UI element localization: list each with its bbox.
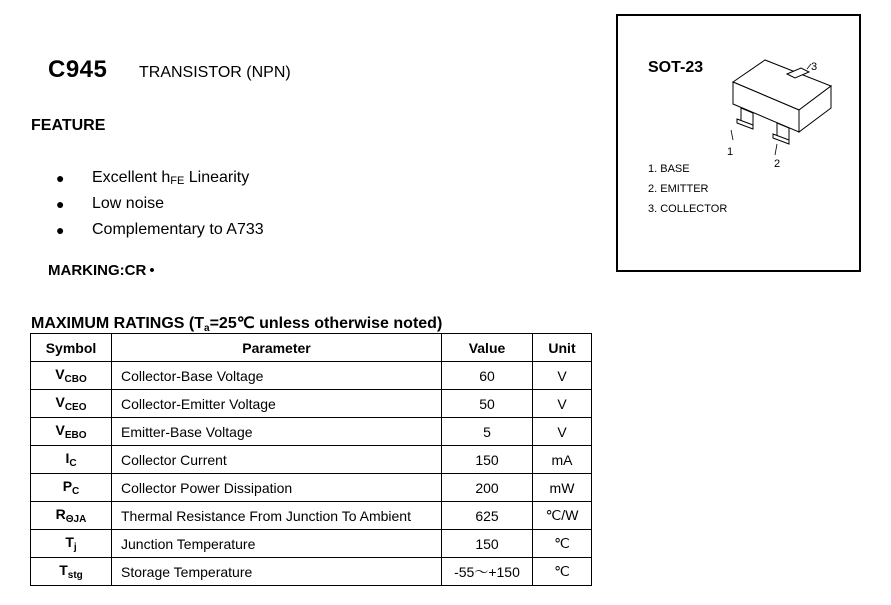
- marking-dot-icon: •: [149, 262, 155, 279]
- unit-cell: V: [533, 362, 592, 390]
- symbol-cell: $R_{\Theta JA}$: [31, 502, 112, 530]
- symbol-cell: $T_j$: [31, 530, 112, 558]
- feature-heading: FEATURE: [31, 117, 106, 134]
- unit-cell: ℃: [533, 530, 592, 558]
- bullet-icon: ●: [56, 222, 65, 238]
- value-cell: 200: [442, 474, 533, 502]
- value-cell: 625: [442, 502, 533, 530]
- feature-text-sub: FE: [170, 175, 185, 187]
- table-row: [31, 362, 592, 390]
- value-cell: 150: [442, 530, 533, 558]
- ratings-heading-prefix: MAXIMUM RATINGS (T: [31, 315, 205, 332]
- feature-item: [54, 167, 264, 193]
- parameter-cell: Collector Current: [112, 446, 442, 474]
- parameter-cell: Storage Temperature: [112, 558, 442, 586]
- value-cell: 150: [442, 446, 533, 474]
- bullet-icon: ●: [56, 170, 65, 186]
- parameter-cell: Junction Temperature: [112, 530, 442, 558]
- marking: [48, 262, 155, 279]
- table-row: [31, 390, 592, 418]
- pin-item-emitter: 2. EMITTER: [648, 183, 709, 195]
- symbol-cell: $T_{stg}$: [31, 558, 112, 586]
- column-header-parameter: Parameter: [112, 334, 442, 362]
- parameter-cell: Collector Power Dissipation: [112, 474, 442, 502]
- symbol-cell: $V_{CEO}$: [31, 390, 112, 418]
- feature-text-suffix: Linearity: [184, 169, 250, 186]
- unit-cell: V: [533, 418, 592, 446]
- ratings-heading-sub: a: [204, 323, 210, 334]
- package-name: SOT-23: [648, 59, 704, 76]
- parameter-cell: Collector-Emitter Voltage: [112, 390, 442, 418]
- feature-list: [54, 167, 264, 245]
- unit-cell: ℃: [533, 558, 592, 586]
- value-cell: 5: [442, 418, 533, 446]
- feature-text: Low noise: [92, 195, 165, 212]
- bullet-icon: ●: [56, 196, 65, 212]
- feature-item: [54, 193, 264, 219]
- value-cell: -55～+150: [442, 558, 533, 586]
- parameter-cell: Collector-Base Voltage: [112, 362, 442, 390]
- symbol-cell: $I_C$: [31, 446, 112, 474]
- pin-3-number: 3: [811, 61, 818, 73]
- table-row: [31, 474, 592, 502]
- unit-cell: V: [533, 390, 592, 418]
- pin-2-number: 2: [774, 158, 781, 169]
- symbol-cell: $V_{CBO}$: [31, 362, 112, 390]
- feature-text: Complementary to A733: [92, 221, 264, 238]
- value-cell: 60: [442, 362, 533, 390]
- pin-item-collector: 3. COLLECTOR: [648, 203, 728, 215]
- ratings-heading: [31, 313, 442, 334]
- pin-list: [648, 162, 727, 222]
- column-header-symbol: Symbol: [31, 334, 112, 362]
- feature-item: [54, 219, 264, 245]
- ratings-heading-suffix: =25℃ unless otherwise noted): [209, 315, 443, 332]
- unit-cell: mW: [533, 474, 592, 502]
- unit-cell: ℃/W: [533, 502, 592, 530]
- column-header-unit: Unit: [533, 334, 592, 362]
- symbol-cell: $P_C$: [31, 474, 112, 502]
- parameter-cell: Thermal Resistance From Junction To Ambient: [112, 502, 442, 530]
- value-cell: 50: [442, 390, 533, 418]
- ratings-table: [30, 333, 592, 586]
- part-number: C945: [48, 56, 108, 83]
- pin-item-base: 1. BASE: [648, 163, 690, 175]
- symbol-cell: $V_{EBO}$: [31, 418, 112, 446]
- table-row: [31, 558, 592, 586]
- part-description: TRANSISTOR (NPN): [139, 64, 291, 81]
- table-row: [31, 418, 592, 446]
- pin-1-number: 1: [727, 146, 734, 158]
- package-box: [616, 14, 861, 272]
- table-row: [31, 502, 592, 530]
- unit-cell: mA: [533, 446, 592, 474]
- column-header-value: Value: [442, 334, 533, 362]
- table-row: [31, 530, 592, 558]
- sot23-package-drawing: [713, 54, 833, 169]
- feature-text: Excellent h: [92, 169, 171, 186]
- marking-label: MARKING:CR: [48, 262, 147, 279]
- table-row: [31, 446, 592, 474]
- table-header-row: [31, 334, 592, 362]
- parameter-cell: Emitter-Base Voltage: [112, 418, 442, 446]
